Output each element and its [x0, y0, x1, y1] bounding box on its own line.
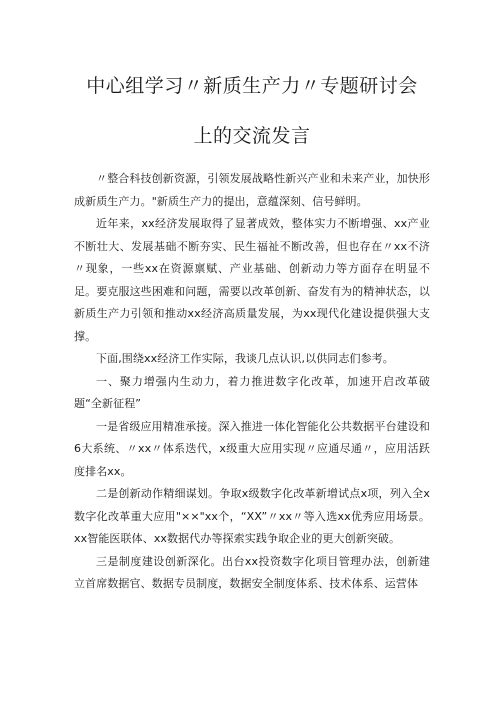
paragraph: 二是创新动作精细谋划。争取x级数字化改革新增试点x项，列入全x数字化改革重大应用"××"xx个，“XX”〃xx〃等入选xx优秀应用场景。xx智能医联体、xx数据代办等探索实践争取企业的更大创新突破。 [74, 487, 430, 545]
document-title-line-2: 上的交流发言 [193, 125, 311, 147]
paragraph: 〃整合科技创新资源，引领发展战略性新兴产业和未来产业，加快形成新质生产力。"新质生产力的提出，意蕴深刻、信号鲜明。 [74, 172, 430, 208]
paragraph: 三是制度建设创新深化。出台xx投资数字化项目管理办法，创新建立首席数据官、数据专员制度，数据安全制度体系、技术体系、运营体 [74, 554, 430, 590]
document-title-line-1: 中心组学习〃新质生产力〃专题研讨会 [86, 75, 418, 97]
paragraph: 下面,围绕xx经济工作实际，我谈几点认识,以供同志们参考。 [96, 352, 394, 365]
paragraph: 一是省级应用精准承接。深入推进一体化智能化公共数据平台建设和6大系统、〃xx〃体系迭代，x级重大应用实现〃应通尽通〃，应用活跃度排名xx。 [74, 419, 430, 478]
document-body [74, 168, 430, 596]
section-heading: 一、聚力增强内生动力，着力推进数字化改革，加速开启改革破题“全新征程” [74, 374, 430, 410]
paragraph: 近年来，xx经济发展取得了显著成效，整体实力不断增强、xx产业不断壮大、发展基础不断夯实、民生福祉不断改善，但也存在〃xx不济〃现象，一些xx在资源禀赋、产业基础、创新动力等方面存在明显不足。要克服这些困难和问题，需要以改革创新、奋发有为的精神状态，以新质生产力引领和推动xx经济高质量发展，为xx现代化建设提供强大支撑。 [74, 217, 430, 343]
